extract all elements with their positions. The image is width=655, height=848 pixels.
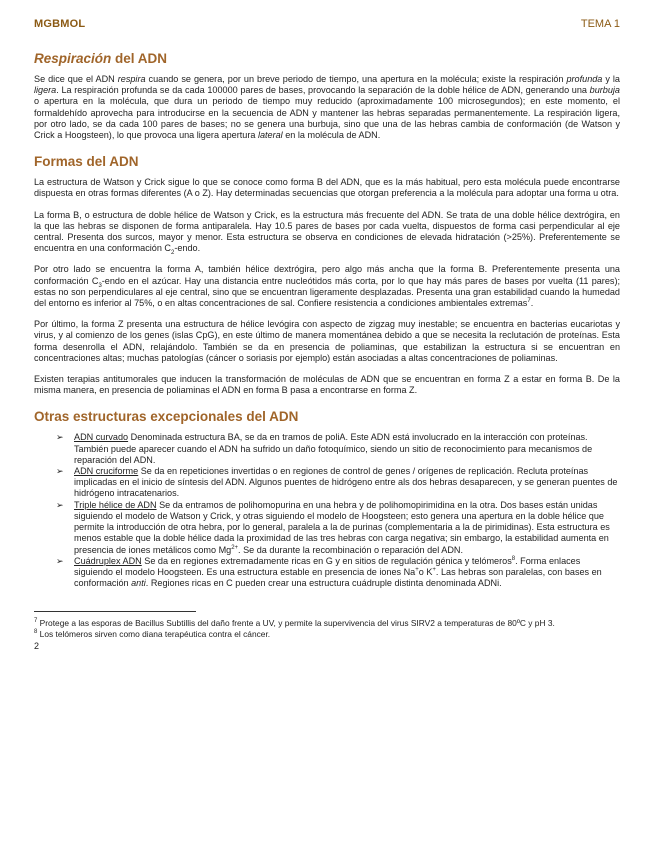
structures-list xyxy=(56,432,620,589)
footnote-8: $^8$ Los telómeros sirven como diana terapéutica contra el cáncer. xyxy=(34,628,271,639)
paragraph-terapias: Existen terapias antitumorales que inducen la transformación de moléculas de ADN que se encuentran en forma Z a estar en forma B. De la misma manera, en presencia de poliaminas el ADN en forma B pasa a encontrarse en forma Z. xyxy=(34,374,620,396)
paragraph-formas-intro: La estructura de Watson y Crick sigue lo que se conoce como forma B del ADN, que es la más habitual, pero esta molécula puede encontrarse dispuesta en otras formas diferentes (A o Z). Hay determinadas secuencias que otorgan preferencia a la molécula para adoptar una forma u otra. xyxy=(34,177,620,199)
list-item: ➢ Triple hélice de ADN Se da entramos de polihomopurina en una hebra y de polihomopirimidina en la otra. Dos bases están unidas siguiendo el modelo de Watson y Crick, y otras siguiendo el modelo de Hoogsteen; esto genera una apertura en la doble hélice que permite la introducción de otra hebra, por lo general, paralela a la de purinas (complementaria a la de pirimidinas). Esta estructura es menos estable que la doble hélice dada la proximidad de las tres hebras con carga negativa; sin embargo, la estabilidad aumenta en presencia de iones metálicos como $Mg^{2+}$. Se da durante la recombinación o reparación del ADN. xyxy=(56,499,610,555)
paragraph-forma-a: Por otro lado se encuentra la forma A, también hélice dextrógira, pero algo más ancha que la forma B. Preferentemente presenta una conformación $C_3$-endo en el azúcar. Hay una distancia entre nucleótidos más corta, por lo que hay más pares de bases por vuelta (11 pares); estas no son perpendiculares al eje central, sino que se encuentran ligeramente desplazadas. Presenta una gran estabilidad cuando la humedad del entorno es inferior al 75%, o en altas concentraciones de sal. Confiere resistencia a condiciones ambientales extremas$^7$. xyxy=(34,264,620,309)
list-item-term: ADN curvado xyxy=(74,432,129,443)
paragraph-respiracion: Se dice que el ADN respira cuando se genera, por un breve periodo de tiempo, una apertura en la molécula; existe la respiración profunda y la ligera. La respiración profunda se da cada 100000 pares de bases, provocando la separación de la doble hélice de ADN, generando una burbuja o apertura en la molécula, que dura un periodo de tiempo muy reducido (aproximadamente 100 microsegundos); en este momento, el formaldehído aprovecha para introducirse en la secuencia de ADN y mantener las hebras separadas permanentemente. La respiración ligera, por otro lado, se da cada 100 pares de bases; no se genera una burbuja, sino que una de las hebras cambia de conformación (de Watson y Crick a Hoogsteen), lo que provoca una ligera apertura lateral en la molécula de ADN. xyxy=(34,74,620,141)
list-item: ➢ Cuádruplex ADN Se da en regiones extremadamente ricas en G y en sitios de regulación génica y telómeros$^8$. Forma enlaces siguiendo el modelo Hoogsteen. Es una estructura estable en presencia de iones Na+o K+. Las hebras son paralelas, con bases en conformación anti. Regiones ricas en C pueden crear una estructura cuádruple distinta denominada ADNi. xyxy=(56,555,602,589)
list-item: ➢ ADN curvado Denominada estructura BA, se da en tramos de poliA. Este ADN está involucrado en la interacción con proteínas. También puede aparecer cuando el ADN ha sufrido un daño fotoquímico, siendo un sitio de reconocimiento para mecanismos de reparación del ADN. xyxy=(56,432,593,465)
footnote-ref-7: 7 xyxy=(527,298,531,305)
list-item-term: ADN cruciforme xyxy=(74,466,139,477)
footnote-ref-8: 8 xyxy=(511,555,516,562)
document-page xyxy=(34,18,620,651)
section-title-otras-estructuras: Otras estructuras excepcionales del ADN xyxy=(34,409,299,425)
header-course-code: MGBMOL xyxy=(34,18,86,30)
list-item: ➢ ADN cruciforme Se da en repeticiones invertidas o en regiones de control de genes / orígenes de replicación. Recluta proteínas implicadas en el inicio de síntesis del ADN. Algunos puentes de hidrógeno entre als dos hebras desaparecen, y se generan puentes de hidrógeno intracatenarios. xyxy=(56,466,618,499)
page-number: 2 xyxy=(34,641,40,652)
footnote-7: $^7$ Protege a las esporas de Bacillus Subtillis del daño frente a UV, y permite la supervivencia del virus SIRV2 a temperaturas de 80ºC y pH 3. xyxy=(34,618,555,629)
list-item-term: Triple hélice de ADN xyxy=(74,499,157,510)
header-topic: TEMA 1 xyxy=(580,18,620,30)
arrow-bullet-icon: ➢ xyxy=(56,499,64,510)
page-header xyxy=(34,18,620,38)
arrow-bullet-icon: ➢ xyxy=(56,432,64,443)
arrow-bullet-icon: ➢ xyxy=(56,466,64,477)
footnote-divider xyxy=(34,611,196,612)
section-title-respiracion: Respiración del ADN xyxy=(34,51,168,66)
list-item-term: Cuádruplex ADN xyxy=(74,555,142,566)
paragraph-forma-z: Por último, la forma Z presenta una estructura de hélice levógira con aspecto de zigzag muy inestable; se encuentra en bacterias eucariotas y virus, y al comienzo de los genes (islas CpG), en este último de manera momentánea debido a que se necesita la reclutación de proteínas. Esta forma desenrolla el ADN, relajándolo. También se da en presencia de poliaminas, que estabilizan la estructura si se encuentran en concentraciones altas; muchas patologías (cáncer o soriasis por ejemplo) están asociadas a altas concentraciones de poliaminas. xyxy=(34,319,620,363)
arrow-bullet-icon: ➢ xyxy=(56,555,64,566)
section-title-formas: Formas del ADN xyxy=(34,154,139,170)
paragraph-forma-b: La forma B, o estructura de doble hélice de Watson y Crick, es la estructura más frecuente del ADN. Se trata de una doble hélice dextrógira, en la que las hebras se disponen de forma antiparalela. Hay 10.5 pares de bases por cada vuelta, dispuestos de forma casi perpendicular al eje central. Presenta dos surcos, mayor y menor. Esta estructura se observa en condiciones de elevada hidratación (>25%). Preferentemente se encuentra en una conformación $C_2$-endo. xyxy=(34,209,620,257)
